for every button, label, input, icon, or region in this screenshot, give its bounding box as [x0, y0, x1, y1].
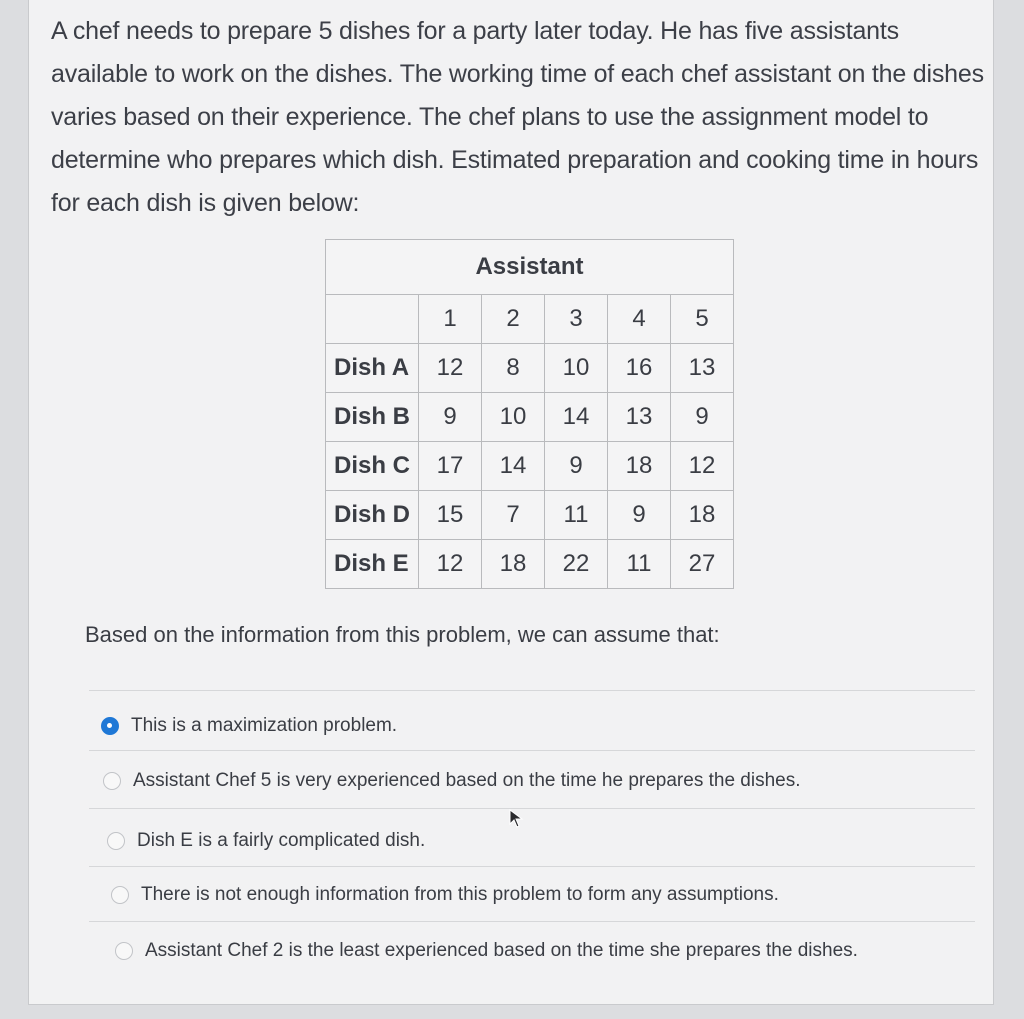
- table-cell: 13: [608, 393, 671, 442]
- column-header: 2: [482, 295, 545, 344]
- table-row: [326, 442, 734, 491]
- table-cell: 10: [482, 393, 545, 442]
- question-card: [28, 0, 994, 1005]
- table-cell: 8: [482, 344, 545, 393]
- table-row: [326, 344, 734, 393]
- divider: [89, 750, 975, 751]
- corner-cell: [326, 295, 419, 344]
- option-label: Dish E is a fairly complicated dish.: [137, 830, 426, 851]
- option-label: Assistant Chef 2 is the least experienced based on the time she prepares the dishes.: [145, 940, 858, 961]
- row-label: Dish B: [326, 393, 419, 442]
- table-cell: 12: [671, 442, 734, 491]
- table-cell: 10: [545, 344, 608, 393]
- prompt-text: Based on the information from this problem, we can assume that:: [85, 622, 720, 647]
- row-label: Dish E: [326, 540, 419, 589]
- mouse-pointer-icon: [507, 808, 527, 830]
- table-cell: 14: [545, 393, 608, 442]
- column-header: 5: [671, 295, 734, 344]
- radio-button[interactable]: [115, 942, 133, 960]
- table-cell: 12: [419, 344, 482, 393]
- table-row: [326, 393, 734, 442]
- option-assistant-5-experienced[interactable]: [103, 770, 801, 792]
- column-header: 4: [608, 295, 671, 344]
- table-cell: 13: [671, 344, 734, 393]
- row-label: Dish C: [326, 442, 419, 491]
- radio-button-selected[interactable]: [101, 717, 119, 735]
- table-cell: 16: [608, 344, 671, 393]
- table-cell: 11: [545, 491, 608, 540]
- table-cell: 9: [545, 442, 608, 491]
- table-cell: 18: [671, 491, 734, 540]
- table-cell: 22: [545, 540, 608, 589]
- table-cell: 9: [419, 393, 482, 442]
- table-header: Assistant: [326, 240, 734, 295]
- radio-button[interactable]: [107, 832, 125, 850]
- table-cell: 9: [671, 393, 734, 442]
- table-cell: 15: [419, 491, 482, 540]
- table-cell: 11: [608, 540, 671, 589]
- column-header: 1: [419, 295, 482, 344]
- row-label: Dish A: [326, 344, 419, 393]
- table-cell: 18: [608, 442, 671, 491]
- radio-button[interactable]: [111, 886, 129, 904]
- divider: [89, 690, 975, 691]
- option-label: Assistant Chef 5 is very experienced based on the time he prepares the dishes.: [133, 770, 801, 791]
- table-row: [326, 491, 734, 540]
- table-row: [326, 540, 734, 589]
- table-cell: 9: [608, 491, 671, 540]
- time-table: [325, 239, 734, 589]
- table-cell: 14: [482, 442, 545, 491]
- option-dish-e-complicated[interactable]: [107, 830, 425, 852]
- option-maximization[interactable]: [101, 715, 397, 737]
- option-label: This is a maximization problem.: [131, 715, 398, 736]
- divider: [89, 921, 975, 922]
- divider: [89, 808, 975, 809]
- option-not-enough-info[interactable]: [111, 884, 779, 906]
- table-cell: 12: [419, 540, 482, 589]
- column-header-row: [326, 295, 734, 344]
- table-cell: 7: [482, 491, 545, 540]
- table-cell: 18: [482, 540, 545, 589]
- row-label: Dish D: [326, 491, 419, 540]
- divider: [89, 866, 975, 867]
- question-text: A chef needs to prepare 5 dishes for a party later today. He has five assistants available to work on the dishes. The working time of each chef assistant on the dishes varies based on their experience. The chef plans to use the assignment model to determine who prepares which dish. Estimated preparation and cooking time in hours for each dish is given below:: [51, 17, 984, 217]
- radio-button[interactable]: [103, 772, 121, 790]
- option-assistant-2-least-experienced[interactable]: [115, 940, 858, 962]
- column-header: 3: [545, 295, 608, 344]
- table-cell: 17: [419, 442, 482, 491]
- option-label: There is not enough information from this problem to form any assumptions.: [141, 884, 779, 905]
- table-cell: 27: [671, 540, 734, 589]
